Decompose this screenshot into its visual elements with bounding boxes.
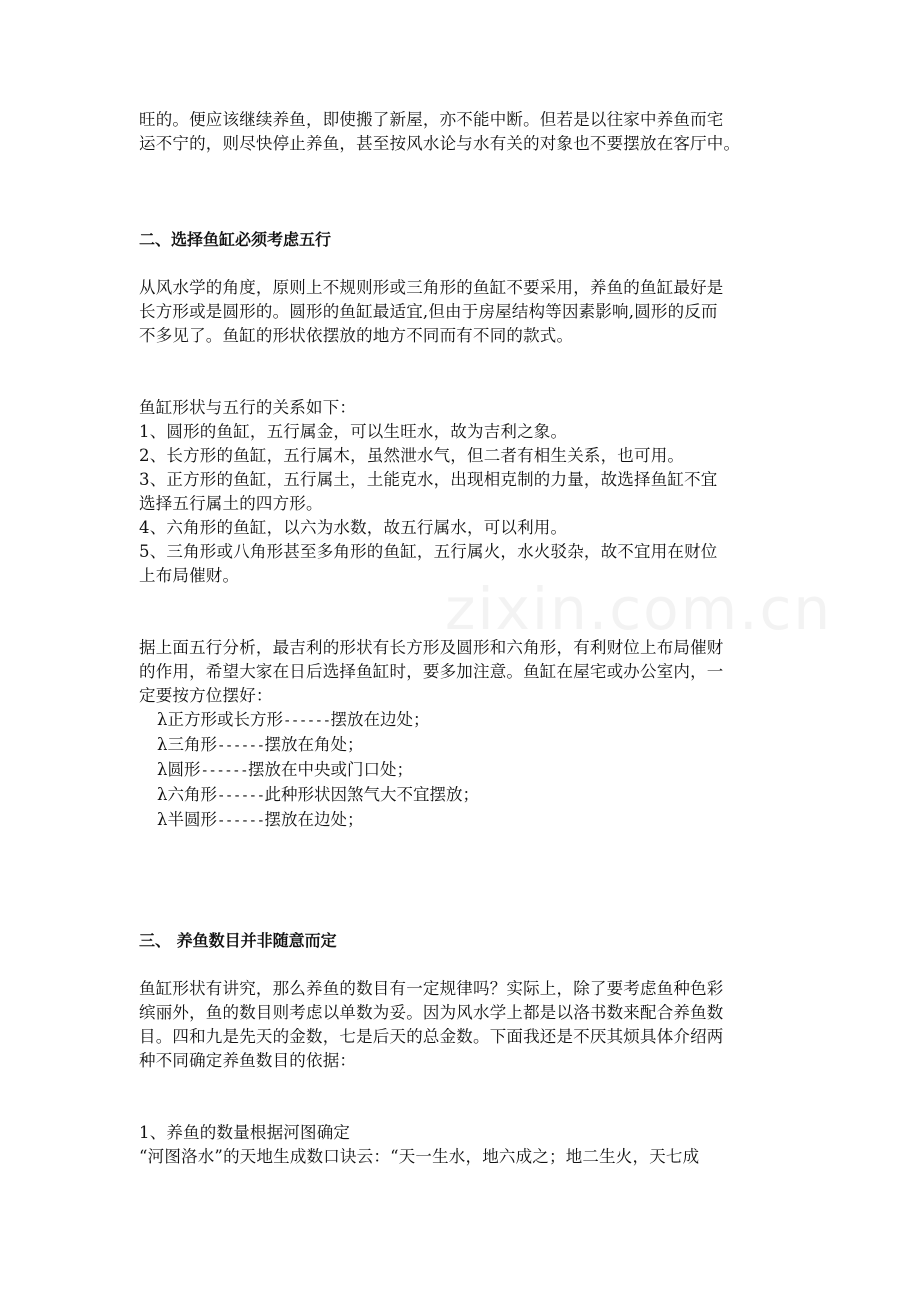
intro-paragraph	[139, 108, 789, 156]
bullet-place: 此种形状因煞气大不宜摆放；	[264, 785, 480, 804]
bullet-place: 摆放在中央或门口处；	[248, 760, 414, 779]
bullet-item	[139, 708, 789, 733]
section2-paragraph-1	[139, 276, 789, 348]
text-line: 不多见了。鱼缸的形状依摆放的地方不同而有不同的款式。	[139, 326, 574, 345]
placement-bullet-list	[139, 708, 789, 833]
bullet-shape: 三角形	[167, 735, 217, 754]
bullet-marker: λ	[157, 735, 168, 754]
list-item: 1、圆形的鱼缸，五行属金，可以生旺水，故为吉利之象。	[139, 422, 568, 441]
bullet-marker: λ	[157, 710, 168, 729]
list-item: 4、六角形的鱼缸，以六为水数，故五行属水，可以利用。	[139, 518, 568, 537]
list-item: 上布局催财。	[139, 566, 240, 585]
list-intro: 鱼缸形状与五行的关系如下：	[139, 398, 357, 417]
text-line: 种不同确定养鱼数目的依据：	[139, 1051, 357, 1070]
sub-heading: 1、养鱼的数量根据河图确定	[139, 1123, 351, 1142]
shape-element-list	[139, 396, 789, 588]
section3-paragraph-1	[139, 977, 789, 1073]
bullet-shape: 正方形或长方形	[167, 710, 283, 729]
text-line: 定要按方位摆好：	[139, 686, 273, 705]
bullet-dash: ------	[282, 713, 331, 729]
bullet-shape: 圆形	[167, 760, 201, 779]
bullet-dash: ------	[216, 738, 265, 754]
bullet-shape: 六角形	[167, 785, 217, 804]
section-heading-2: 二、选择鱼缸必须考虑五行	[139, 230, 332, 249]
bullet-place: 摆放在边处；	[330, 710, 430, 729]
bullet-place: 摆放在角处；	[264, 735, 364, 754]
bullet-item	[139, 758, 789, 783]
bullet-dash: ------	[200, 763, 249, 779]
bullet-dash: ------	[216, 788, 265, 804]
text-line: 长方形或是圆形的。圆形的鱼缸最适宜,但由于房屋结构等因素影响,圆形的反而	[139, 302, 718, 321]
bullet-item	[139, 733, 789, 758]
text-line: 从风水学的角度，原则上不规则形或三角形的鱼缸不要采用，养鱼的鱼缸最好是	[139, 278, 724, 297]
bullet-shape: 半圆形	[167, 810, 217, 829]
text-line: 据上面五行分析，最吉利的形状有长方形及圆形和六角形，有利财位上布局催财	[139, 638, 724, 657]
bullet-marker: λ	[157, 785, 168, 804]
text-line: 旺的。便应该继续养鱼，即使搬了新屋，亦不能中断。但若是以往家中养鱼而宅	[139, 110, 724, 129]
list-item: 选择五行属土的四方形。	[139, 494, 323, 513]
bullet-place: 摆放在边处；	[264, 810, 364, 829]
document-page	[139, 108, 789, 1169]
bullet-item	[139, 783, 789, 808]
section3-sub-1	[139, 1121, 789, 1169]
text-line: 目。四和九是先天的金数，七是后天的总金数。下面我还是不厌其烦具体介绍两	[139, 1027, 724, 1046]
watermark: zixin.com.cn	[445, 575, 833, 643]
bullet-item	[139, 808, 789, 833]
text-line: 鱼缸形状有讲究，那么养鱼的数目有一定规律吗？实际上，除了要考虑鱼种色彩	[139, 979, 724, 998]
bullet-dash: ------	[216, 813, 265, 829]
section2-paragraph-2	[139, 636, 789, 708]
list-item: 5、三角形或八角形甚至多角形的鱼缸，五行属火，水火驳杂，故不宜用在财位	[139, 542, 718, 561]
bullet-marker: λ	[157, 810, 168, 829]
section-heading-3: 三、 养鱼数目并非随意而定	[139, 931, 337, 950]
text-line: “河图洛水”的天地生成数口诀云：“天一生水，地六成之；地二生火，天七成	[139, 1147, 700, 1166]
text-line: 运不宁的，则尽快停止养鱼，甚至按风水论与水有关的对象也不要摆放在客厅中。	[139, 134, 741, 153]
list-item: 3、正方形的鱼缸，五行属土，土能克水，出现相克制的力量，故选择鱼缸不宜	[139, 470, 718, 489]
bullet-marker: λ	[157, 760, 168, 779]
text-line: 的作用，希望大家在日后选择鱼缸时，要多加注意。鱼缸在屋宅或办公室内，一	[139, 662, 724, 681]
text-line: 缤丽外，鱼的数目则考虑以单数为妥。因为风水学上都是以洛书数来配合养鱼数	[139, 1003, 724, 1022]
list-item: 2、长方形的鱼缸，五行属木，虽然泄水气，但二者有相生关系，也可用。	[139, 446, 685, 465]
